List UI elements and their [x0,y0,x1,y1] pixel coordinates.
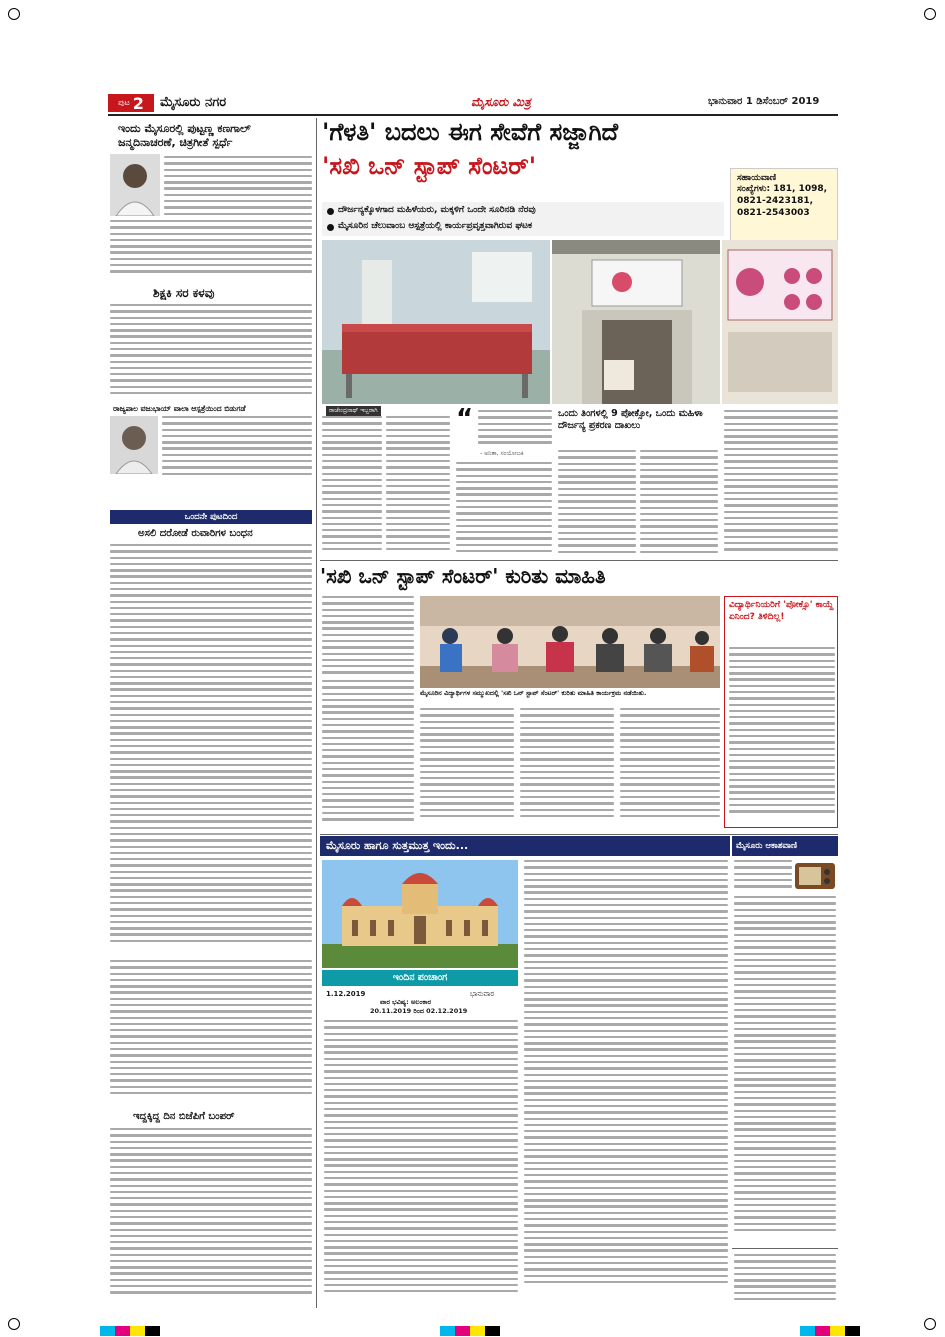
sidebar-body [729,647,835,825]
story-headline: ಶಿಕ್ಷಕಿ ಸರ ಕಳವು [153,286,215,300]
info-section [320,562,838,832]
story-body [322,416,382,558]
pull-quote-mark: “ [456,404,474,434]
left-column [108,118,313,1308]
week-range: 20.11.2019 ರಿಂದ 02.12.2019 [370,1007,468,1015]
palace-illustration [322,860,518,968]
radio-illustration [794,860,836,890]
hospital-room-photo [322,240,550,404]
portrait-illustration [110,154,160,216]
panchanga-day: ಭಾನುವಾರ [470,990,495,998]
event-illustration [420,596,720,688]
palace-photo [322,860,518,968]
author-portrait [110,154,160,216]
story-body [456,462,552,558]
event-photo [420,596,720,688]
bullet-point: ದೌರ್ಜನ್ಯಕ್ಕೊಳಗಾದ ಮಹಿಳೆಯರು, ಮಕ್ಕಳಿಗೆ ಒಂದೇ ಸೂರಿನಡಿ ನೆರವು [338,205,536,215]
bullet-dot [327,208,334,215]
box-rule [732,1248,838,1249]
pull-quote-text [478,410,552,450]
city-today-section [320,836,730,1308]
page-number-box [108,94,154,112]
registration-mark [8,8,20,20]
registration-mark [8,1318,20,1330]
story-headline: ಇಂದು ಮೈಸೂರಲ್ಲಿ ಪುಟ್ಟಣ್ಣ ಕಣಗಾಲ್ [118,122,251,135]
story-body [162,416,312,476]
page-label: ಪುಟ [118,98,130,107]
info-headline: 'ಸಖಿ ಒನ್ ಸ್ಟಾಪ್ ಸೆಂಟರ್' ಕುರಿತು ಮಾಹಿತಿ [320,564,606,588]
lead-headline: 'ಸಖಿ ಒನ್ ಸ್ಟಾಪ್ ಸೆಂಟರ್' [322,152,537,180]
radio-schedule [734,896,836,1244]
city-today-title: ಮೈಸೂರು ಹಾಗೂ ಸುತ್ತಮುತ್ತ ಇಂದು... [320,836,730,856]
issue-date: ಭಾನುವಾರ 1 ಡಿಸೆಂಬರ್ 2019 [708,96,820,107]
story-body [110,220,312,278]
color-bar [800,1326,860,1336]
section-rule [320,560,838,561]
quote-attribution: - ಅನಿತಾ, ಸಂಯೋಜಕಿ [480,450,524,457]
masthead: ಮೈಸೂರು ಮಿತ್ರ [471,95,531,109]
story-body [420,708,514,828]
page-number: 2 [132,93,144,113]
radio-icon [794,860,836,890]
panchanga-title: ಇಂದಿನ ಪಂಚಾಂಗ [322,970,518,986]
room-illustration [322,240,550,404]
sidebar-headline: ವಿದ್ಯಾರ್ಥಿನಿಯರಿಗೆ 'ಪೋಕ್ಸೊ' ಕಾಯ್ದೆ ಏನಿಂದ? ತಿಳಿದಿಲ್ಲ! [729,600,834,622]
story-headline: ಅಸಲಿ ದರೋಡೆ ರುವಾರಿಗಳ ಬಂಧನ [138,528,253,539]
radio-title: ಮೈಸೂರು ಆಕಾಶವಾಣಿ [732,836,838,856]
story-body [558,450,636,558]
story-body [110,1128,312,1304]
governor-portrait [110,416,158,474]
story-body [724,410,838,558]
helpline-numbers: ಸಂಖ್ಯೆಗಳು: 181, 1098, 0821-2423181, 0821-2543003 [737,184,828,218]
week-label: ವಾರ ಭವಿಷ್ಯ: ಅಲಂಕಾರ [380,998,432,1006]
page-header [108,94,838,112]
color-bar [100,1326,160,1336]
feature-bullets [322,202,724,236]
lead-headline: 'ಗೆಳತಿ' ಬದಲು ಈಗ ಸೇವೆಗೆ ಸಜ್ಜಾಗಿದೆ [322,118,619,146]
story-headline: ಜನ್ಮದಿನಾಚರಣೆ, ಚಿತ್ರಗೀತೆ ಸ್ಪರ್ಧೆ [118,136,233,149]
color-bar [440,1326,500,1336]
story-body [322,680,414,828]
radio-section [732,836,838,1308]
lead-story [320,118,838,568]
story-body [110,960,312,1104]
portrait-illustration [110,416,158,474]
story-body [620,708,720,828]
events-list [524,860,728,1304]
panchanga-date: 1.12.2019 [326,990,366,998]
story-headline: ಇದ್ದಕ್ಕಿದ್ದ ದಿನ ಬಿಜೆಪಿಗೆ ಬಂಪರ್ [133,1111,235,1122]
entrance-illustration [552,240,720,404]
bullet-dot [327,224,334,231]
poster-illustration [722,240,838,404]
story-body [164,156,312,218]
radio-schedule [734,860,792,892]
story-headline: ರಾಜ್ಯಪಾಲ ವಜುಭಾಯ್ ವಾಲಾ ಆಸ್ಪತ್ರೆಯಿಂದ ಬಿಡುಗಡೆ [113,404,246,413]
registration-mark [924,8,936,20]
story-body [110,544,312,956]
awareness-poster-photo [722,240,838,404]
sub-headline: ಒಂದು ತಿಂಗಳಲ್ಲಿ 9 ಪೋಕ್ಸೋ, ಒಂದು ಮಹಿಳಾ ದೌರ್ಜನ್ಯ ಪ್ರಕರಣ ದಾಖಲು [558,408,703,431]
helpline-box [730,168,838,246]
photo-caption: ರಾಜೇಂದ್ರನಾಥ್ ಇಬ್ಬರಾಗಿ [326,406,381,416]
registration-mark [924,1318,936,1330]
event-caption: ಮೈಸೂರಿನ ವಿದ್ಯಾರ್ಥಿಗಳ ಸಮ್ಮುಖದಲ್ಲಿ 'ಸಖಿ ಒನ್ ಸ್ಟಾಪ್ ಸೆಂಟರ್' ಕುರಿತು ಮಾಹಿತಿ ಕಾರ್ಯಕ್ರಮ ನಡೆಯಿತು. [420,689,647,697]
pocso-sidebar [724,596,838,828]
story-body [110,304,312,400]
panchanga-body [324,1020,518,1304]
bullet-point: ಮೈಸೂರಿನ ಚೆಲುವಾಂಬ ಆಸ್ಪತ್ರೆಯಲ್ಲಿ ಕಾರ್ಯಪ್ರವೃತ್ತವಾಗಿರುವ ಘಟಕ [338,221,533,231]
notice-body [734,1254,836,1304]
section-rule [320,834,838,835]
helpline-label: ಸಹಾಯವಾಣಿ [737,173,777,183]
center-entrance-photo [552,240,720,404]
column-rule [316,118,317,1308]
story-body [640,450,718,558]
story-body [520,708,614,828]
continued-banner: ಒಂದನೇ ಪುಟದಿಂದ [110,510,312,524]
story-body [386,416,450,558]
header-rule [108,114,838,116]
section-name: ಮೈಸೂರು ನಗರ [160,95,227,110]
story-body [322,596,414,678]
